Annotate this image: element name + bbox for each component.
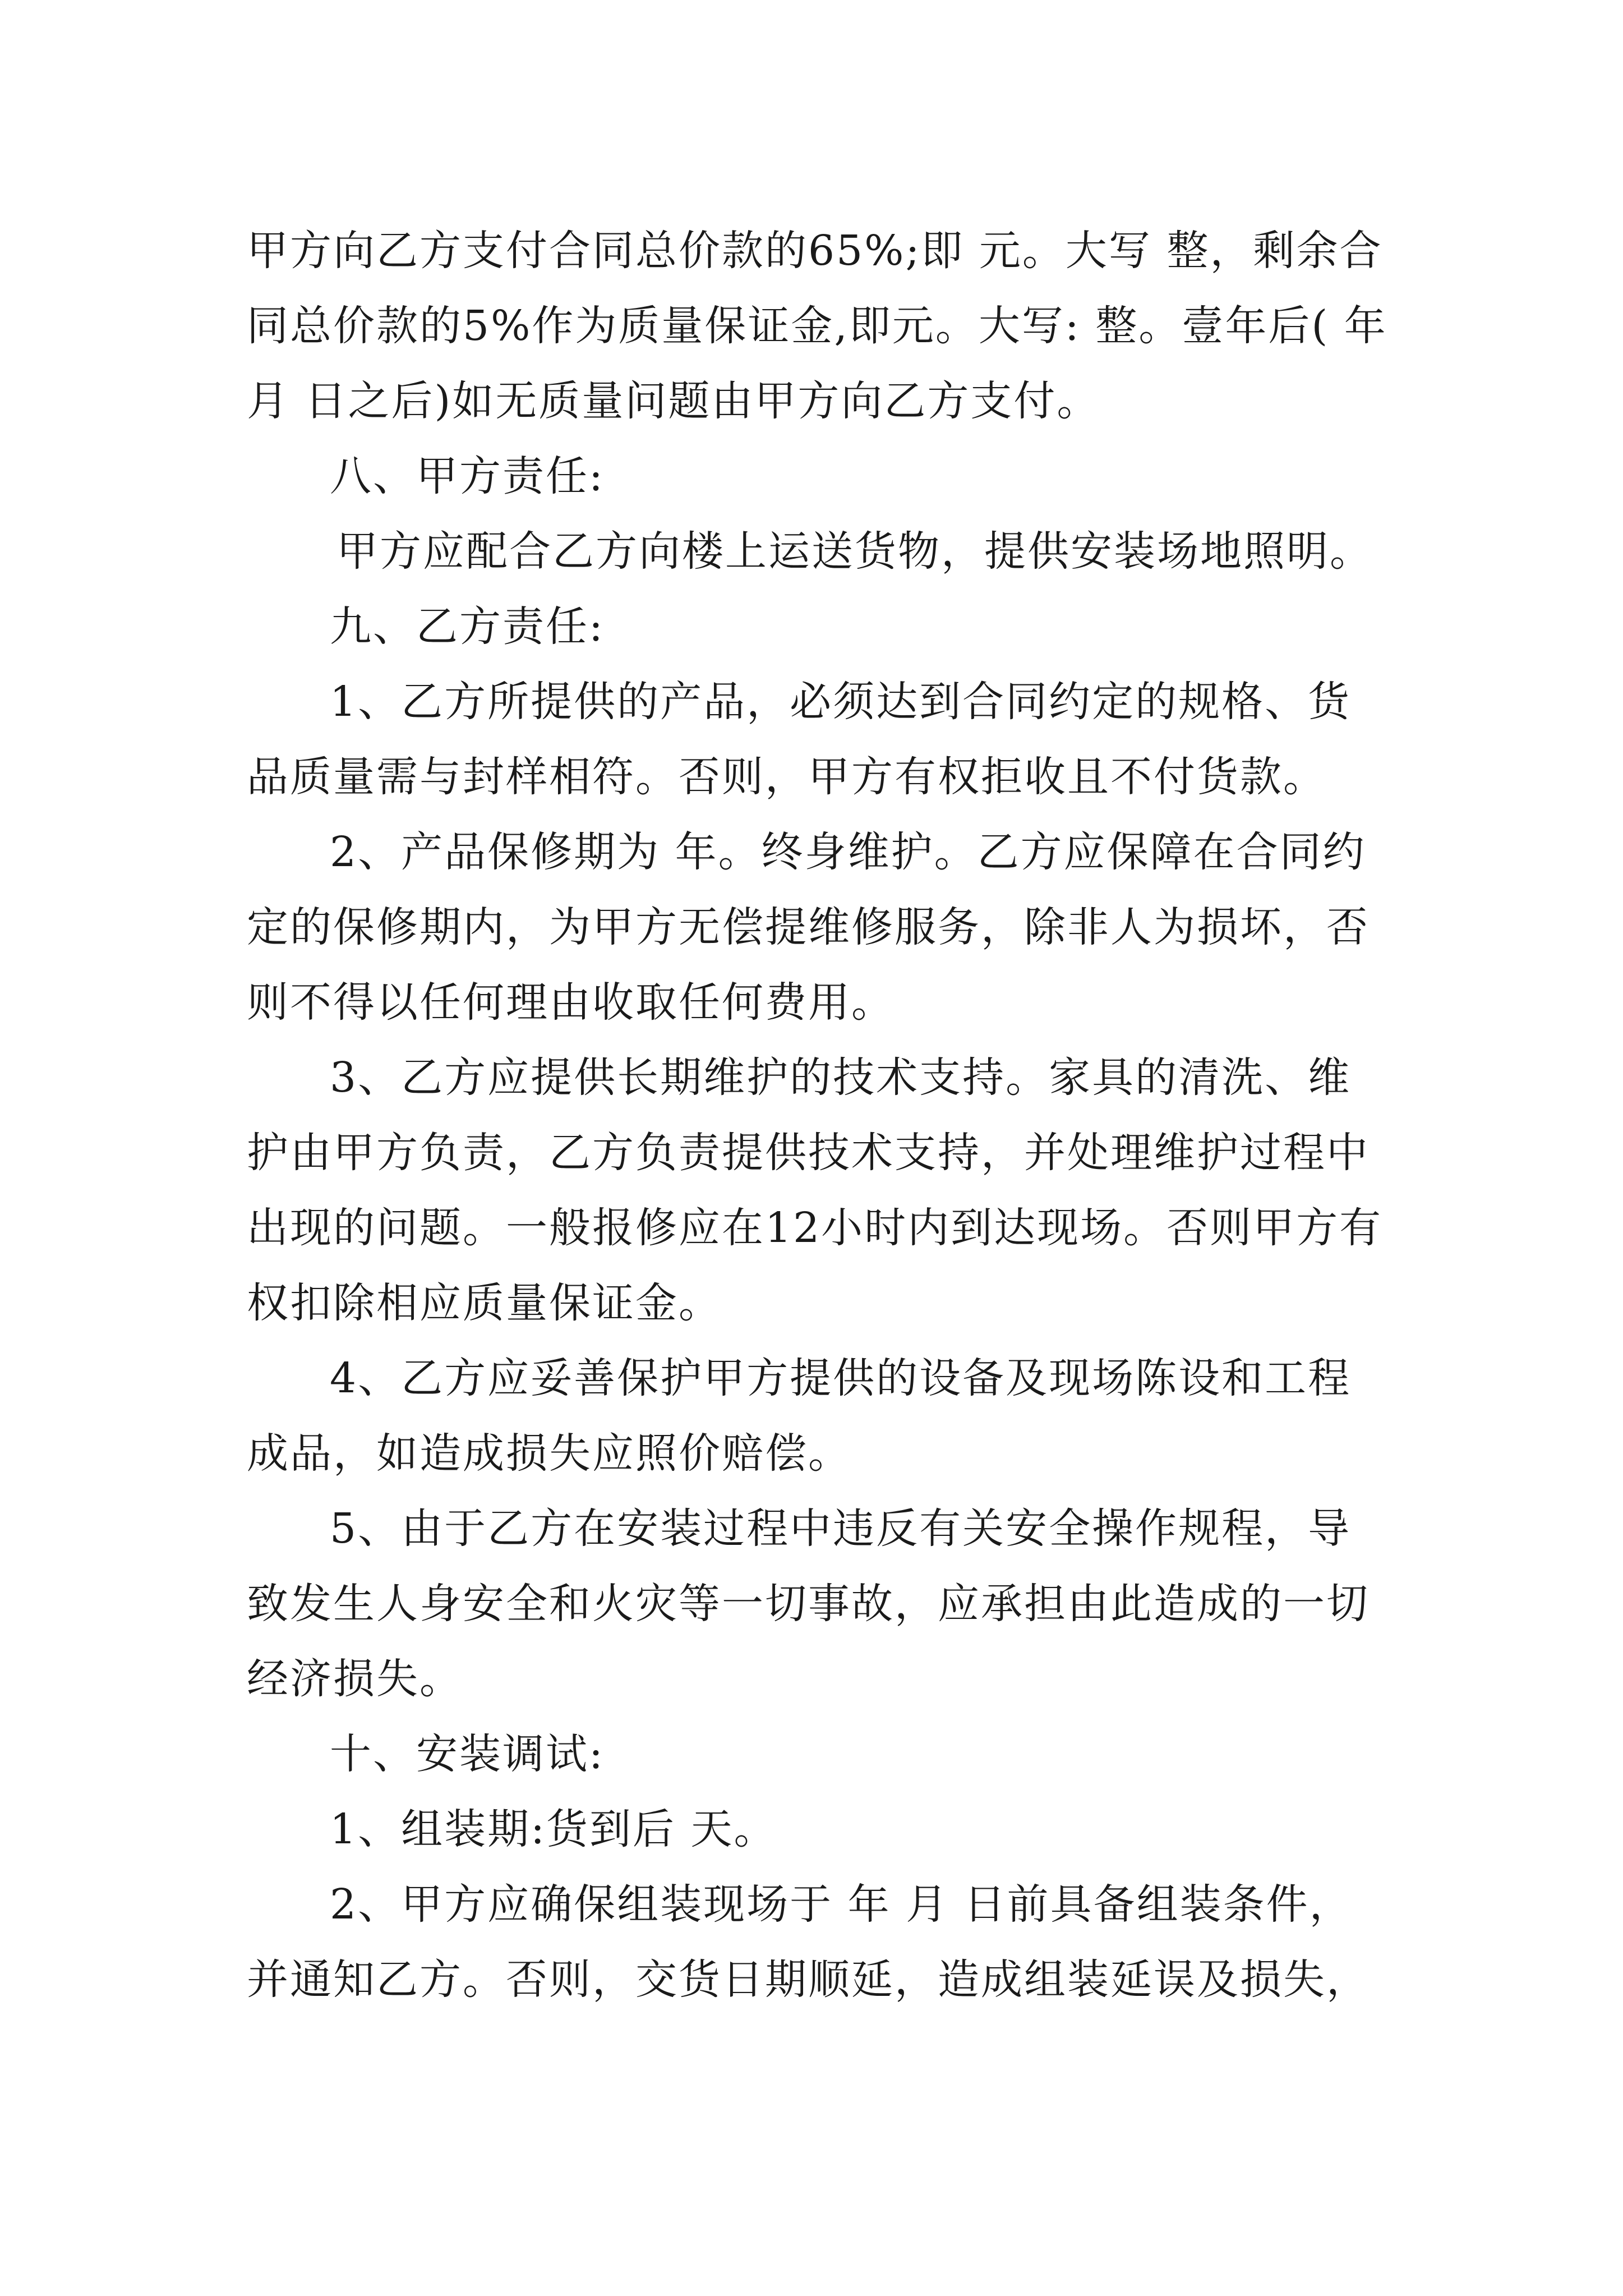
installation-item-2: 2、甲方应确保组装现场于 年 月 日前具备组装条件，并通知乙方。否则，交货日期顺延，造成组装延误及损失，	[247, 1880, 1370, 2004]
document-body	[247, 213, 1403, 2017]
payment-terms-paragraph: 甲方向乙方支付合同总价款的65%;即 元。大写 整，剩余合同总价款的5%作为质量保证金,即元。大写: 整。壹年后( 年 月 日之后)如无质量问题由甲方向乙方支付。	[247, 227, 1403, 425]
section-heading-party-b-duties: 九、乙方责任:	[330, 602, 605, 651]
party-b-duty-item-5: 5、由于乙方在安装过程中违反有关安全操作规程，导致发生人身安全和火灾等一切事故，应承担由此造成的一切经济损失。	[247, 1504, 1370, 1703]
party-a-duty-paragraph: 甲方应配合乙方向楼上运送货物，提供安装场地照明。	[336, 527, 1373, 576]
section-heading-party-a-duties: 八、甲方责任:	[330, 452, 605, 500]
party-b-duty-item-1: 1、乙方所提供的产品，必须达到合同约定的规格、货品质量需与封样相符。否则，甲方有权拒收且不付货款。	[247, 678, 1352, 801]
party-b-duty-item-4: 4、乙方应妥善保护甲方提供的设备及现场陈设和工程成品，如造成损失应照价赔偿。	[247, 1354, 1352, 1478]
installation-item-1: 1、组装期:货到后 天。	[330, 1805, 777, 1853]
party-b-duty-item-3: 3、乙方应提供长期维护的技术支持。家具的清洗、维护由甲方负责，乙方负责提供技术支持，并处理维护过程中出现的问题。一般报修应在12小时内到达现场。否则甲方有权扣除相应质量保证金。	[247, 1053, 1383, 1327]
section-heading-installation: 十、安装调试:	[330, 1730, 605, 1778]
party-b-duty-item-2: 2、产品保修期为 年。终身维护。乙方应保障在合同约定的保修期内，为甲方无偿提维修服务，除非人为损坏，否则不得以任何理由收取任何费用。	[247, 828, 1370, 1027]
